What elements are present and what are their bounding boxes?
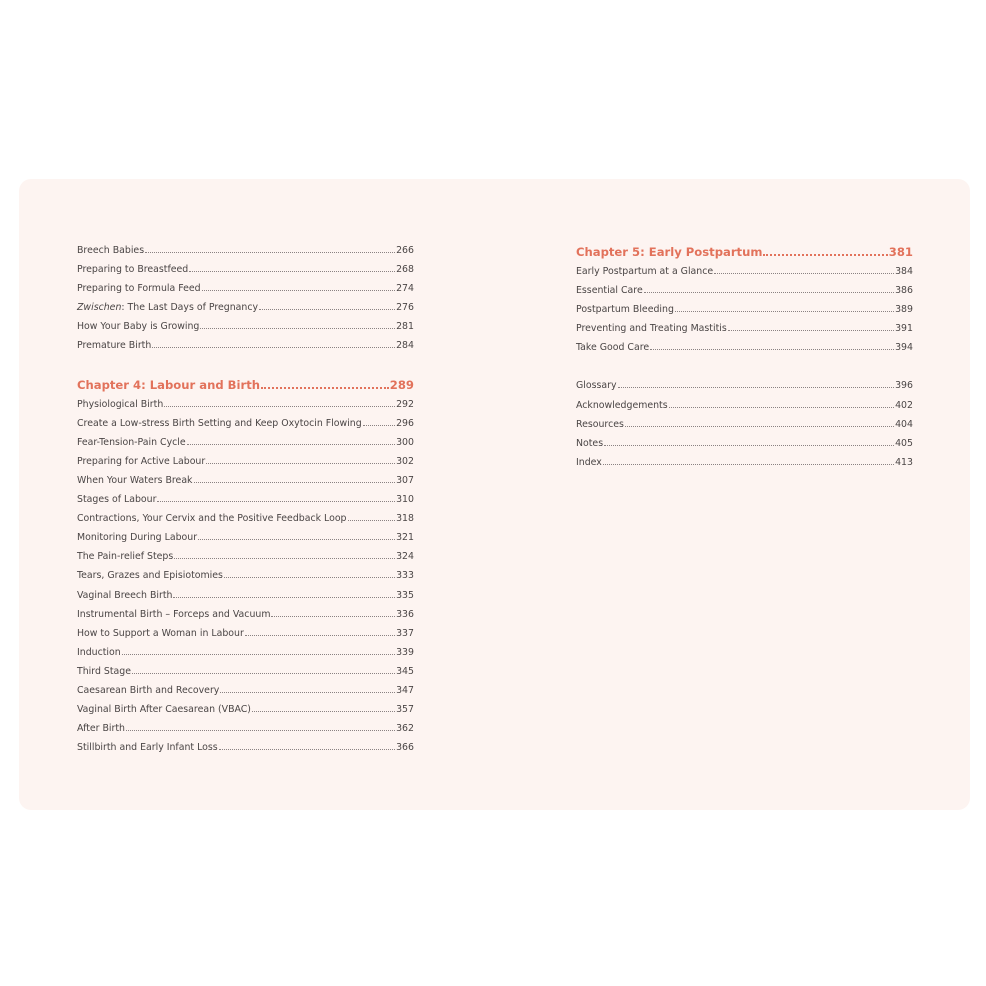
toc-entry: Essential Care 386 (576, 285, 913, 297)
toc-entry: Preparing for Active Labour 302 (77, 455, 414, 467)
toc-entry: Caesarean Birth and Recovery 347 (77, 684, 414, 696)
toc-entry: Take Good Care 394 (576, 342, 913, 354)
toc-entry: Preparing to Formula Feed 274 (77, 283, 414, 295)
toc-entry: Preventing and Treating Mastitis 391 (576, 323, 913, 335)
toc-entry: Vaginal Breech Birth 335 (77, 589, 414, 601)
toc-entry: Monitoring During Labour 321 (77, 532, 414, 544)
toc-entry: Create a Low-stress Birth Setting and Keep Oxytocin Flowing 296 (77, 417, 414, 429)
toc-entry: How Your Baby is Growing 281 (77, 321, 414, 333)
chapter-4-heading: Chapter 4: Labour and Birth 289 (77, 377, 414, 392)
toc-entry: When Your Waters Break 307 (77, 474, 414, 486)
toc-entry: Stages of Labour 310 (77, 494, 414, 506)
toc-entry: Premature Birth 284 (77, 340, 414, 352)
toc-entry: Induction 339 (77, 646, 414, 658)
toc-entry-resources: Resources 404 (576, 418, 913, 430)
toc-entry: Third Stage 345 (77, 665, 414, 677)
toc-entry: Instrumental Birth – Forceps and Vacuum 336 (77, 608, 414, 620)
book-spread (19, 179, 970, 810)
toc-entry: Stillbirth and Early Infant Loss 366 (77, 742, 414, 754)
toc-entry-notes: Notes 405 (576, 437, 913, 449)
toc-entry-acknowledgements: Acknowledgements 402 (576, 399, 913, 411)
toc-entry: Physiological Birth 292 (77, 398, 414, 410)
toc-entry: Preparing to Breastfeed 268 (77, 264, 414, 276)
toc-entry: The Pain-relief Steps 324 (77, 551, 414, 563)
toc-entry: Zwischen: The Last Days of Pregnancy 276 (77, 302, 414, 314)
toc-entry: Fear-Tension-Pain Cycle 300 (77, 436, 414, 448)
toc-entry: Contractions, Your Cervix and the Positive Feedback Loop 318 (77, 513, 414, 525)
toc-entry: Breech Babies 266 (77, 245, 414, 256)
toc-entry: After Birth 362 (77, 723, 414, 735)
toc-entry: Tears, Grazes and Episiotomies 333 (77, 570, 414, 582)
chapter-5-heading: Chapter 5: Early Postpartum 381 (576, 245, 913, 259)
toc-entry-index: Index 413 (576, 456, 913, 468)
toc-left-column (77, 245, 414, 761)
toc-entry: Early Postpartum at a Glance 384 (576, 266, 913, 277)
toc-right-column (576, 245, 913, 476)
toc-entry: Vaginal Birth After Caesarean (VBAC) 357 (77, 704, 414, 716)
italic-title-part: Zwischen (77, 302, 122, 314)
toc-entry: How to Support a Woman in Labour 337 (77, 627, 414, 639)
toc-entry-glossary: Glossary 396 (576, 380, 913, 392)
toc-entry: Postpartum Bleeding 389 (576, 304, 913, 316)
